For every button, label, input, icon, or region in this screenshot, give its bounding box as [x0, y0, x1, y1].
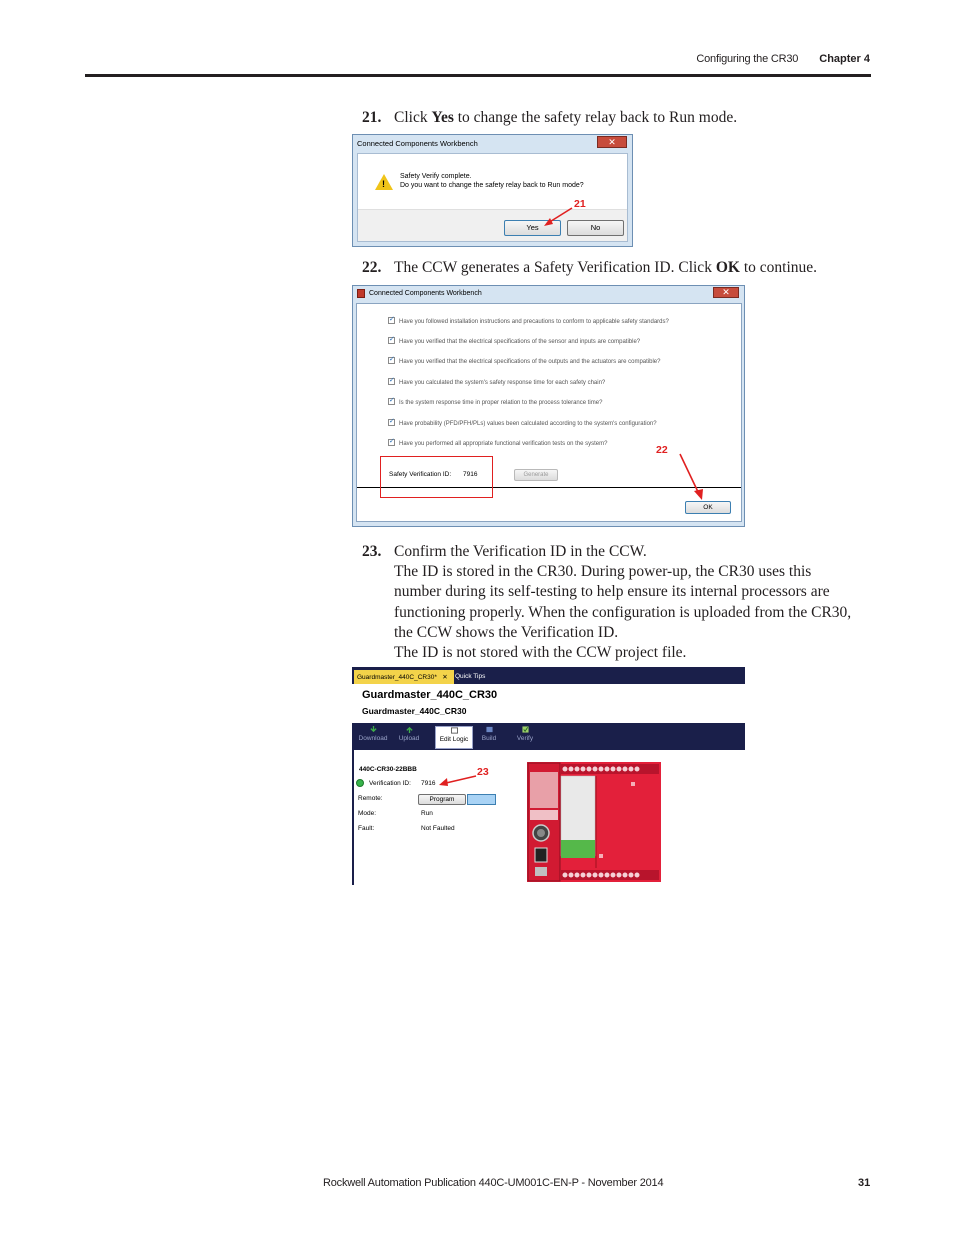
- project-title: Guardmaster_440C_CR30: [362, 689, 498, 701]
- callout-21: 21: [574, 198, 586, 210]
- footer-publication: Rockwell Automation Publication 440C-UM001C-EN-P - November 2014: [323, 1177, 664, 1189]
- toolbar-label: Verify: [516, 735, 534, 742]
- dialog-title: Connected Components Workbench: [369, 290, 482, 297]
- step-text-post: to continue.: [739, 259, 818, 276]
- device-name: 440C-CR30-22BBB: [359, 766, 417, 773]
- close-button[interactable]: ✕: [713, 287, 739, 298]
- page-header: [696, 53, 870, 65]
- step-text: [394, 542, 854, 663]
- step-text-bold: OK: [715, 259, 740, 276]
- project-header: [352, 684, 745, 723]
- step-number: 22.: [362, 259, 382, 276]
- yes-button[interactable]: Yes: [504, 220, 561, 236]
- checkbox-checked-icon[interactable]: [388, 378, 395, 385]
- header-chapter: Chapter 4: [819, 53, 870, 65]
- callout-arrow-22: [676, 452, 706, 502]
- ok-button[interactable]: OK: [685, 501, 731, 514]
- callout-22: 22: [656, 444, 668, 456]
- no-button[interactable]: No: [567, 220, 624, 236]
- checkbox-checked-icon[interactable]: [388, 337, 395, 344]
- checklist-text: Have you verified that the electrical specifications of the outputs and the actuators are compatible?: [399, 359, 661, 365]
- step-text-post: to change the safety relay back to Run mode.: [453, 109, 738, 126]
- checkbox-checked-icon[interactable]: [388, 439, 395, 446]
- page-number: 31: [858, 1177, 871, 1189]
- tab-label: Guardmaster_440C_CR30*: [357, 674, 437, 681]
- fault-value: Not Faulted: [421, 825, 455, 832]
- step-text-pre: Click: [394, 109, 432, 126]
- safety-verification-label: Safety Verification ID:: [389, 471, 452, 478]
- checkbox-checked-icon[interactable]: [388, 317, 395, 324]
- verify-button[interactable]: [512, 726, 538, 749]
- remote-label: Remote:: [358, 795, 383, 802]
- mode-label: Mode:: [358, 810, 377, 817]
- toolbar: [352, 723, 745, 750]
- step-text: [394, 108, 854, 128]
- tab-quick-tips[interactable]: Quick Tips: [455, 673, 486, 680]
- step-text: [394, 258, 854, 278]
- build-button[interactable]: [476, 726, 502, 749]
- edit-logic-icon: [451, 727, 458, 734]
- checklist-text: Have you verified that the electrical specifications of the sensor and inputs are compatible?: [399, 339, 641, 345]
- fault-label: Fault:: [358, 825, 375, 832]
- callout-arrow-21: [540, 205, 576, 229]
- program-button[interactable]: Program: [418, 794, 466, 805]
- close-icon[interactable]: ✕: [442, 674, 448, 681]
- checklist-item[interactable]: [388, 357, 660, 365]
- mode-value: Run: [421, 810, 433, 817]
- verify-icon: [522, 726, 529, 733]
- checklist-item[interactable]: [388, 337, 640, 345]
- checkbox-checked-icon[interactable]: [388, 357, 395, 364]
- app-icon: [357, 289, 365, 298]
- tab-project[interactable]: [354, 670, 454, 684]
- step-paragraph: The ID is stored in the CR30. During power-up, the CR30 uses this number during its self-testing to help ensure its internal processors are functioning properly. When the configuration is uploaded from the CR30, the CCW shows the Verification ID.: [394, 563, 852, 641]
- highlight-box: [380, 456, 493, 498]
- checklist-text: Is the system response time in proper relation to the process tolerance time?: [399, 400, 603, 406]
- build-icon: [486, 726, 493, 733]
- verification-id-value: 7916: [421, 780, 436, 787]
- safety-verify-dialog: [352, 134, 633, 247]
- upload-icon: [406, 726, 413, 733]
- run-button[interactable]: [467, 794, 496, 805]
- step-text-line: Confirm the Verification ID in the CCW.: [394, 543, 647, 560]
- close-button[interactable]: ✕: [597, 136, 627, 148]
- toolbar-label: Download: [358, 735, 388, 742]
- header-rule: [85, 74, 871, 77]
- left-border: [352, 750, 354, 885]
- cr30-device-image: [527, 762, 661, 882]
- checklist-text: Have probability (PFD/PFH/PLs) values been calculated according to the system's configuration?: [399, 421, 657, 427]
- dialog-title: Connected Components Workbench: [357, 139, 478, 148]
- warning-icon-mark: !: [382, 179, 385, 189]
- toolbar-label: Upload: [398, 735, 420, 742]
- step-text-bold: Yes: [431, 109, 454, 126]
- header-section: Configuring the CR30: [696, 53, 799, 65]
- download-button[interactable]: [356, 726, 390, 749]
- upload-button[interactable]: [394, 726, 424, 749]
- checkbox-checked-icon[interactable]: [388, 419, 395, 426]
- callout-23: 23: [477, 766, 489, 778]
- step-number: 21.: [362, 109, 382, 126]
- checklist-item[interactable]: [388, 378, 605, 386]
- edit-logic-button[interactable]: [435, 726, 473, 749]
- step-paragraph: The ID is not stored with the CCW project file.: [394, 644, 687, 662]
- step-text-pre: The CCW generates a Safety Verification ID. Click: [394, 259, 716, 276]
- checkbox-checked-icon[interactable]: [388, 398, 395, 405]
- tab-bar: [352, 667, 745, 684]
- download-icon: [370, 726, 377, 733]
- dialog-message-line1: Safety Verify complete.: [400, 173, 472, 180]
- toolbar-label: Edit Logic: [439, 736, 469, 743]
- checklist-text: Have you performed all appropriate functional verification tests on the system?: [399, 441, 608, 447]
- generate-button[interactable]: Generate: [514, 469, 558, 481]
- checklist-item[interactable]: [388, 317, 669, 325]
- safety-verification-value: 7916: [463, 471, 478, 478]
- callout-arrow-23: [436, 773, 478, 789]
- checklist-text: Have you calculated the system's safety response time for each safety chain?: [399, 380, 606, 386]
- checklist-text: Have you followed installation instructions and precautions to conform to applicable safety standards?: [399, 319, 669, 325]
- toolbar-label: Build: [481, 735, 497, 742]
- verification-id-label: Verification ID:: [369, 780, 411, 787]
- status-ok-icon: [356, 779, 364, 787]
- checklist-item[interactable]: [388, 439, 607, 447]
- dialog-content: [357, 153, 628, 242]
- checklist-item[interactable]: [388, 398, 602, 406]
- dialog-message-line2: Do you want to change the safety relay back to Run mode?: [400, 182, 584, 189]
- project-subtitle: Guardmaster_440C_CR30: [362, 706, 467, 716]
- checklist-item[interactable]: [388, 419, 657, 427]
- step-number: 23.: [362, 543, 382, 560]
